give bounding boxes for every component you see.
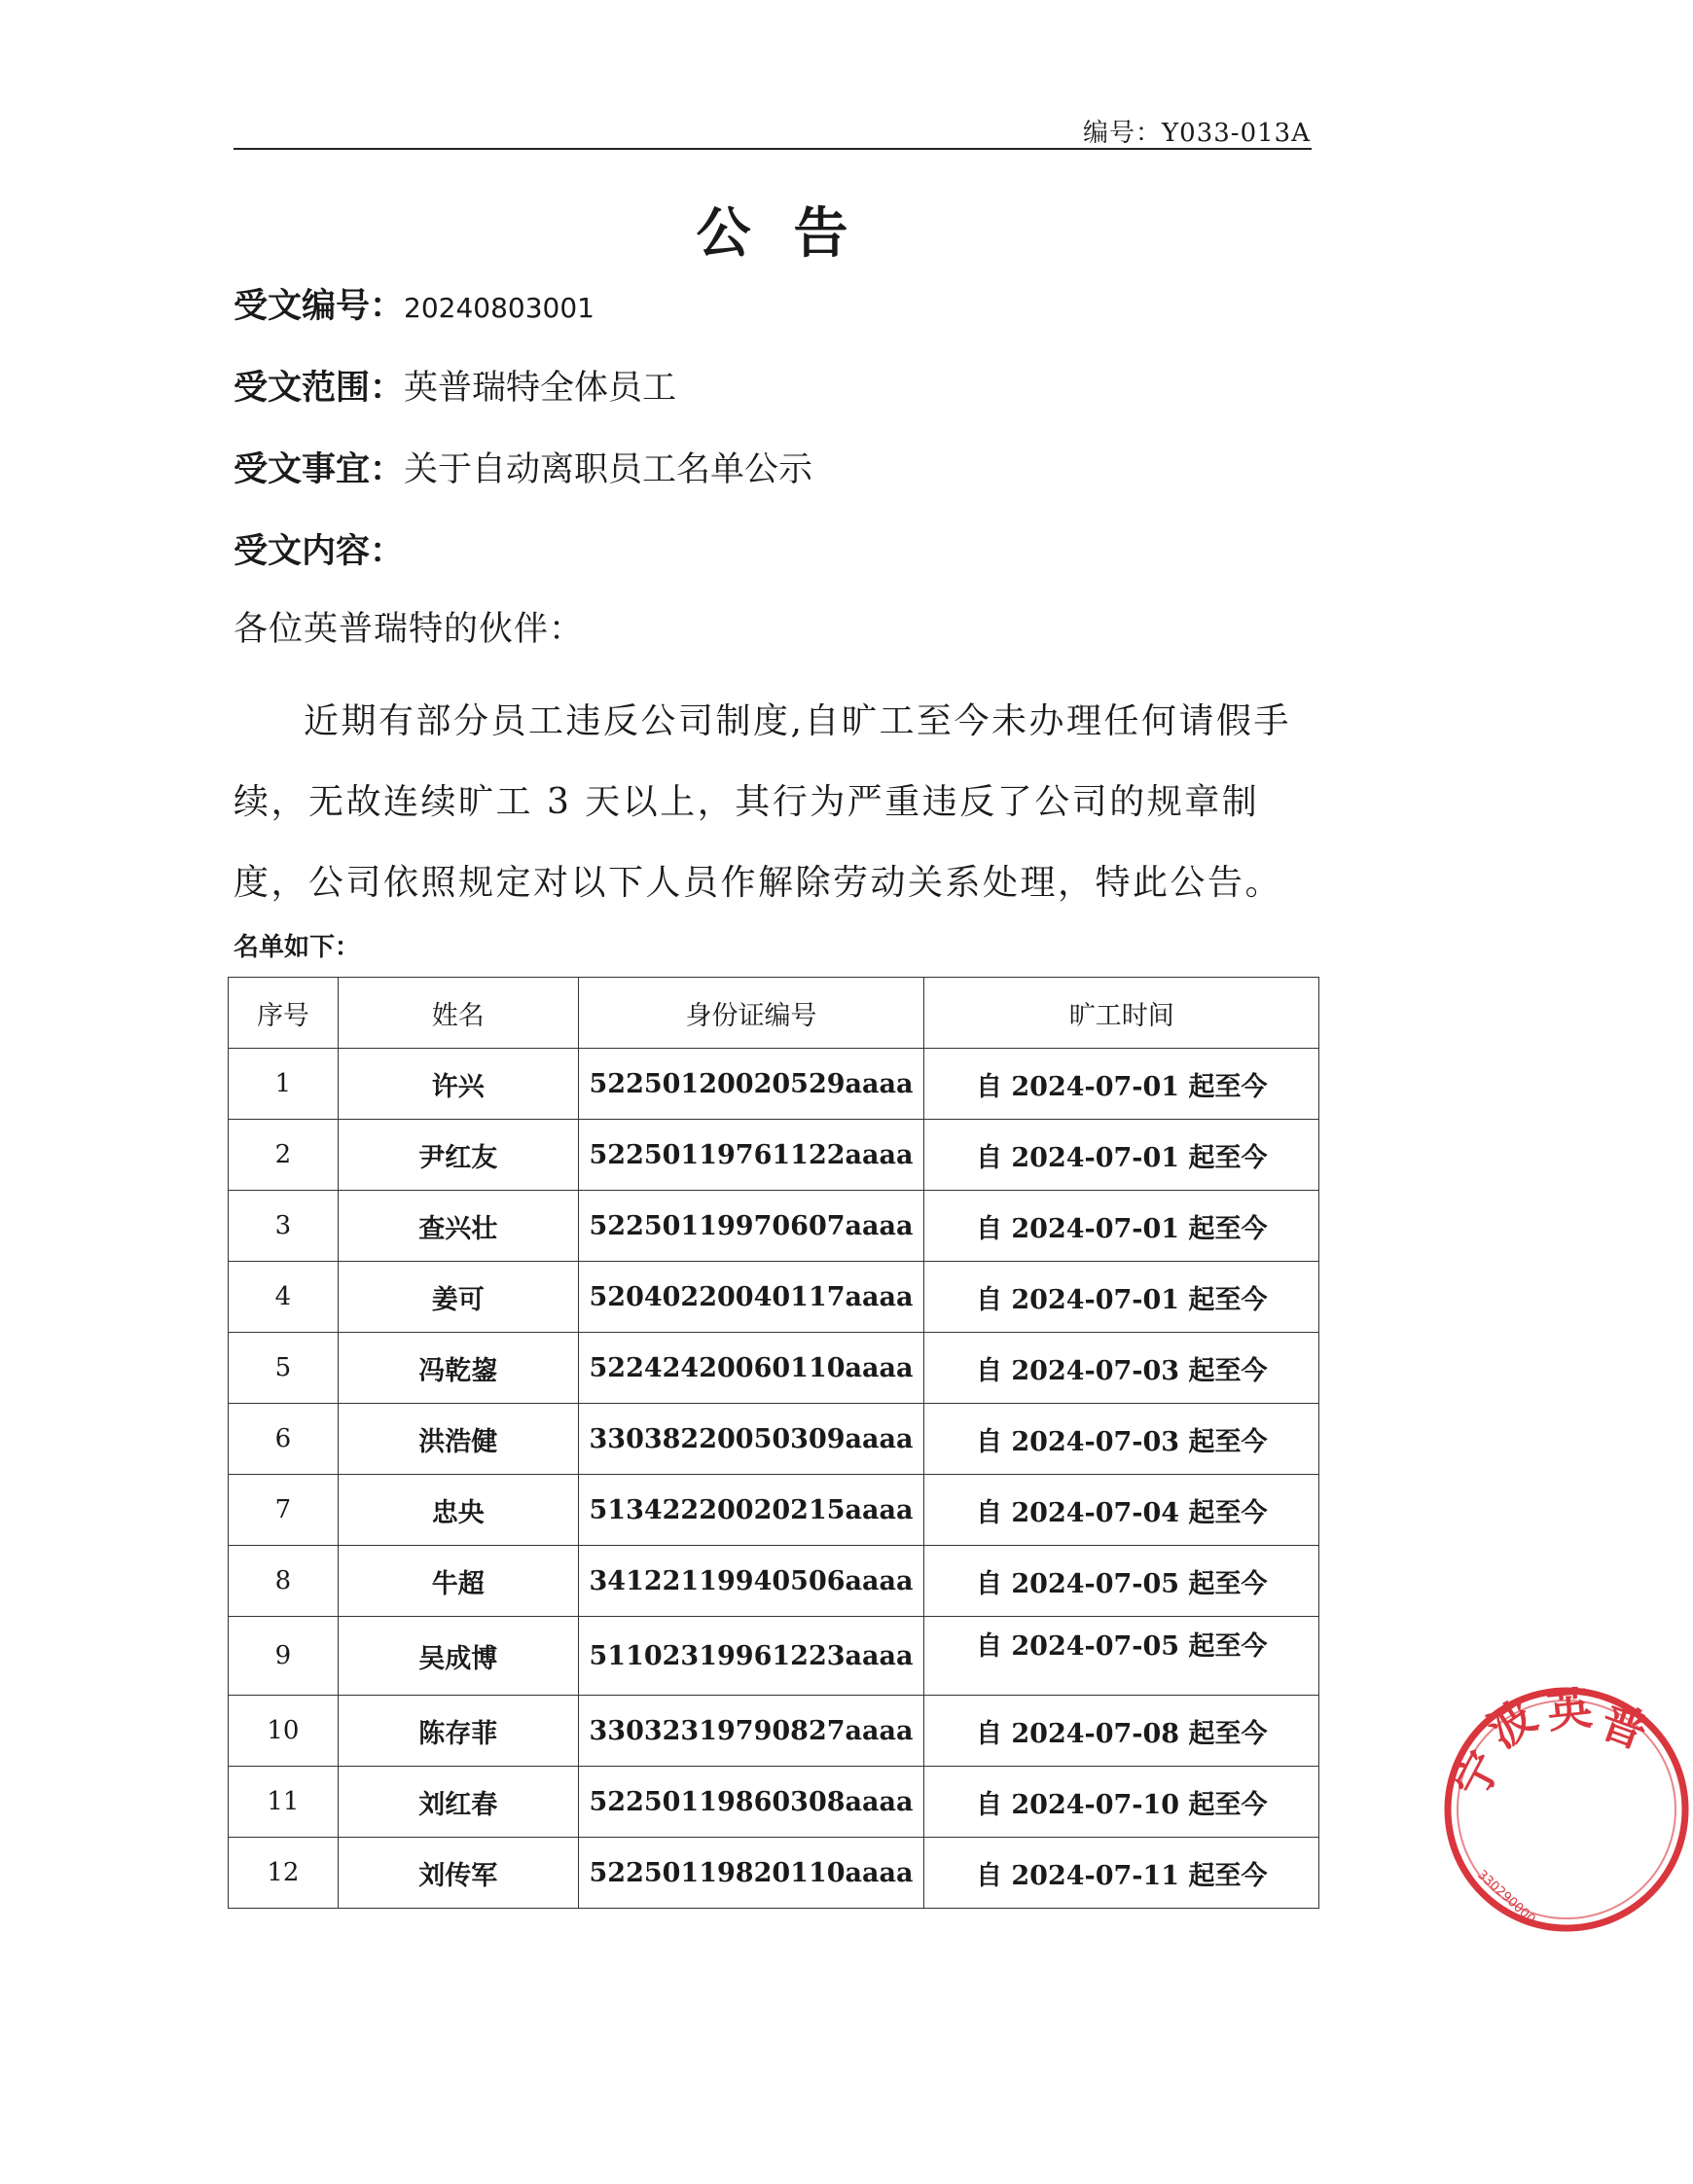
meta-document-number (234, 282, 594, 333)
cell-absence-period: 自 2024-07-05 起至今 (924, 1546, 1319, 1617)
table-row (229, 1404, 1319, 1475)
cell-seq: 8 (229, 1546, 339, 1617)
header-seq: 序号 (229, 978, 339, 1049)
cell-seq: 7 (229, 1475, 339, 1546)
svg-text:英: 英 (1544, 1681, 1595, 1738)
cell-name: 冯乾鋆 (338, 1333, 578, 1404)
page-title: 公告 (696, 201, 891, 266)
table-row (229, 1546, 1319, 1617)
meta-scope (234, 364, 676, 412)
table-row (229, 1838, 1319, 1909)
cell-seq: 6 (229, 1404, 339, 1475)
header-id-number: 身份证编号 (578, 978, 924, 1049)
svg-text:普: 普 (1594, 1694, 1654, 1760)
header-divider (234, 148, 1312, 150)
cell-name: 刘传军 (338, 1838, 578, 1909)
meta-label: 受文事宜： (234, 449, 405, 489)
cell-seq: 9 (229, 1617, 339, 1696)
cell-absence-period: 自 2024-07-10 起至今 (924, 1767, 1319, 1838)
meta-label: 受文内容： (234, 531, 405, 571)
cell-absence-period: 自 2024-07-05 起至今 (924, 1617, 1319, 1696)
cell-name: 查兴壮 (338, 1191, 578, 1262)
table-row (229, 1617, 1319, 1696)
cell-id-number: 33032319790827aaaa (578, 1696, 924, 1767)
table-row (229, 1049, 1319, 1120)
cell-id-number: 51342220020215aaaa (578, 1475, 924, 1546)
body-paragraph: 近期有部分员工违反公司制度,自旷工至今未办理任何请假手续，无故连续旷工 3 天以上，其行为严重违反了公司的规章制度，公司依照规定对以下人员作解除劳动关系处理，特此公告。 (234, 701, 1291, 903)
company-seal (1440, 1683, 1693, 1936)
meta-subject (234, 446, 812, 494)
cell-name: 许兴 (338, 1049, 578, 1120)
cell-absence-period: 自 2024-07-01 起至今 (924, 1049, 1319, 1120)
svg-text:波: 波 (1478, 1689, 1546, 1759)
cell-id-number: 52250119820110aaaa (578, 1838, 924, 1909)
meta-value: 关于自动离职员工名单公示 (404, 450, 813, 489)
list-heading: 名单如下： (234, 933, 361, 962)
cell-id-number: 52250119970607aaaa (578, 1191, 924, 1262)
seal-text-arc (1444, 1681, 1654, 1807)
cell-id-number: 51102319961223aaaa (578, 1617, 924, 1696)
meta-label: 受文编号： (234, 286, 405, 326)
cell-seq: 10 (229, 1696, 339, 1767)
table-header-row (229, 978, 1319, 1049)
table-row (229, 1475, 1319, 1546)
cell-id-number: 52242420060110aaaa (578, 1333, 924, 1404)
cell-name: 陈存菲 (338, 1696, 578, 1767)
document-number: 编号：Y033-013A (1083, 119, 1311, 148)
cell-id-number: 52250120020529aaaa (578, 1049, 924, 1120)
greeting: 各位英普瑞特的伙伴： (234, 610, 585, 649)
cell-id-number: 33038220050309aaaa (578, 1404, 924, 1475)
table-row (229, 1120, 1319, 1191)
cell-absence-period: 自 2024-07-03 起至今 (924, 1333, 1319, 1404)
cell-name: 洪浩健 (338, 1404, 578, 1475)
cell-name: 吴成博 (338, 1617, 578, 1696)
header-name: 姓名 (338, 978, 578, 1049)
table-row (229, 1191, 1319, 1262)
cell-name: 尹红友 (338, 1120, 578, 1191)
cell-absence-period: 自 2024-07-01 起至今 (924, 1262, 1319, 1333)
table-row (229, 1767, 1319, 1838)
meta-value: 20240803001 (404, 292, 594, 324)
cell-seq: 1 (229, 1049, 339, 1120)
table-row (229, 1262, 1319, 1333)
header-absence-period: 旷工时间 (924, 978, 1319, 1049)
cell-id-number: 52250119761122aaaa (578, 1120, 924, 1191)
cell-seq: 3 (229, 1191, 339, 1262)
meta-content (234, 527, 404, 576)
cell-id-number: 52040220040117aaaa (578, 1262, 924, 1333)
cell-id-number: 52250119860308aaaa (578, 1767, 924, 1838)
cell-absence-period: 自 2024-07-08 起至今 (924, 1696, 1319, 1767)
cell-seq: 11 (229, 1767, 339, 1838)
cell-absence-period: 自 2024-07-01 起至今 (924, 1191, 1319, 1262)
svg-text:宁: 宁 (1444, 1742, 1512, 1808)
cell-seq: 12 (229, 1838, 339, 1909)
employee-table (228, 977, 1319, 1909)
cell-absence-period: 自 2024-07-11 起至今 (924, 1838, 1319, 1909)
cell-absence-period: 自 2024-07-01 起至今 (924, 1120, 1319, 1191)
cell-seq: 2 (229, 1120, 339, 1191)
cell-id-number: 34122119940506aaaa (578, 1546, 924, 1617)
table-row (229, 1333, 1319, 1404)
cell-name: 忠央 (338, 1475, 578, 1546)
cell-name: 刘红春 (338, 1767, 578, 1838)
cell-absence-period: 自 2024-07-03 起至今 (924, 1404, 1319, 1475)
cell-absence-period: 自 2024-07-04 起至今 (924, 1475, 1319, 1546)
cell-seq: 5 (229, 1333, 339, 1404)
meta-label: 受文范围： (234, 368, 405, 408)
table-row (229, 1696, 1319, 1767)
meta-value: 英普瑞特全体员工 (404, 369, 677, 408)
cell-name: 姜可 (338, 1262, 578, 1333)
cell-name: 牛超 (338, 1546, 578, 1617)
seal-number: 330290000 (1474, 1867, 1538, 1927)
cell-seq: 4 (229, 1262, 339, 1333)
